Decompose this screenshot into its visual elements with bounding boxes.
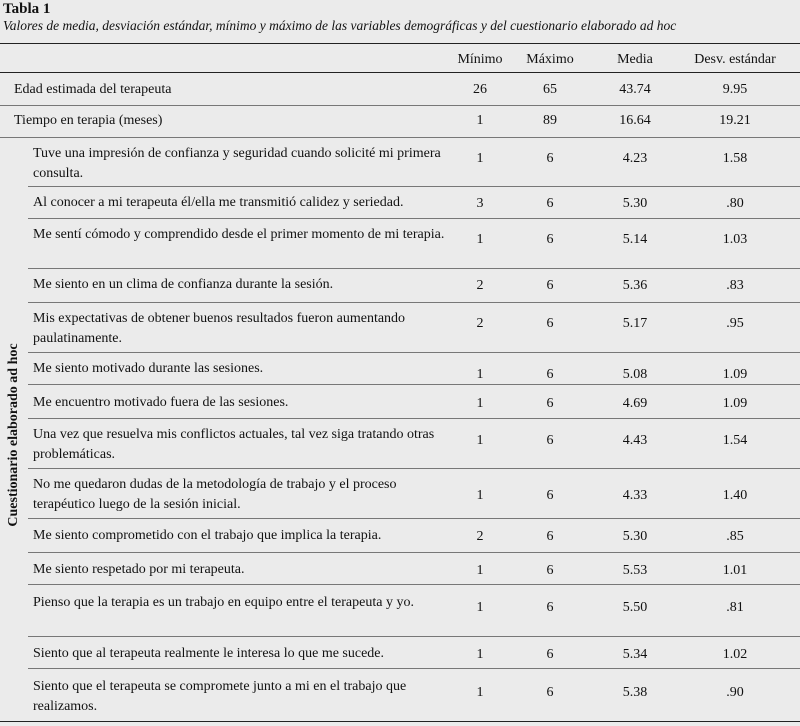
row-label: Al conocer a mi terapeuta él/ella me transmitió calidez y seriedad. — [33, 195, 404, 210]
row-sd-value: .81 — [726, 600, 744, 615]
row-mean-value: 5.14 — [622, 232, 648, 247]
row-sd-value: 1.09 — [722, 367, 748, 382]
row-sd-value: 1.03 — [722, 232, 748, 247]
row-max-value: 6 — [546, 316, 554, 331]
row-max-value: 6 — [546, 563, 554, 578]
row-sd-value: .85 — [726, 529, 744, 544]
row-label: Una vez que resuelva mis conflictos actuales, tal vez siga tratando otras problemáticas. — [33, 427, 435, 462]
row-divider — [28, 384, 800, 385]
row-min-value: 2 — [476, 278, 484, 293]
row-max-value: 6 — [546, 529, 554, 544]
row-min-value: 1 — [476, 232, 484, 247]
row-label: Siento que el terapeuta se compromete junto a mi en el trabajo que realizamos. — [33, 679, 407, 714]
row-divider — [28, 302, 800, 303]
row-mean-value: 5.50 — [622, 600, 648, 615]
row-label: Edad estimada del terapeuta — [14, 82, 172, 97]
row-sd-value: .95 — [726, 316, 744, 331]
row-max-value: 6 — [546, 433, 554, 448]
row-mean-value: 4.69 — [622, 396, 648, 411]
row-divider — [28, 218, 800, 219]
row-divider — [0, 137, 800, 138]
row-mean-value: 4.23 — [622, 151, 648, 166]
row-divider — [28, 186, 800, 187]
row-label: Me siento respetado por mi terapeuta. — [33, 562, 245, 577]
row-mean-value: 4.43 — [622, 433, 648, 448]
row-min-value: 3 — [476, 196, 484, 211]
row-min-value: 2 — [476, 316, 484, 331]
row-mean-value: 5.30 — [622, 196, 648, 211]
row-mean-value: 5.53 — [622, 563, 648, 578]
row-mean-value: 5.36 — [622, 278, 648, 293]
row-label: Me siento en un clima de confianza durante la sesión. — [33, 277, 334, 292]
row-divider — [28, 552, 800, 553]
row-divider — [28, 584, 800, 585]
row-mean-value: 5.17 — [622, 316, 648, 331]
row-min-value: 1 — [476, 647, 484, 662]
row-mean-value: 5.38 — [622, 685, 648, 700]
row-max-value: 6 — [546, 396, 554, 411]
row-mean-value: 16.64 — [619, 113, 651, 128]
row-sd-value: 19.21 — [719, 113, 751, 128]
row-min-value: 26 — [473, 82, 487, 97]
row-max-value: 6 — [546, 367, 554, 382]
row-min-value: 1 — [476, 685, 484, 700]
top-rule — [0, 43, 800, 44]
row-max-value: 6 — [546, 278, 554, 293]
row-label: Me siento motivado durante las sesiones. — [33, 361, 264, 376]
row-max-value: 6 — [546, 232, 554, 247]
row-min-value: 1 — [476, 367, 484, 382]
row-mean-value: 4.33 — [622, 488, 648, 503]
row-sd-value: 1.54 — [722, 433, 748, 448]
row-label: Siento que al terapeuta realmente le interesa lo que me sucede. — [33, 646, 385, 661]
row-mean-value: 5.34 — [622, 647, 648, 662]
row-label: Tiempo en terapia (meses) — [14, 113, 163, 128]
row-sd-value: 1.02 — [722, 647, 748, 662]
header-sd: Desv. estándar — [694, 52, 776, 67]
row-divider — [28, 268, 800, 269]
row-mean-value: 5.30 — [622, 529, 648, 544]
row-max-value: 6 — [546, 151, 554, 166]
header-min: Mínimo — [457, 52, 503, 67]
group-label: Cuestionario elaborado ad hoc — [6, 343, 21, 527]
row-sd-value: 9.95 — [722, 82, 748, 97]
row-min-value: 1 — [476, 563, 484, 578]
row-divider — [0, 105, 800, 106]
header-max: Máximo — [526, 52, 574, 67]
table-caption-subtitle: Valores de media, desviación estándar, mínimo y máximo de las variables demográficas y del cuestionario elaborado ad hoc — [3, 18, 677, 33]
row-divider — [28, 352, 800, 353]
row-divider — [28, 468, 800, 469]
row-min-value: 1 — [476, 113, 484, 128]
row-label: Pienso que la terapia es un trabajo en equipo entre el terapeuta y yo. — [33, 595, 414, 610]
row-label: Me siento comprometido con el trabajo que implica la terapia. — [33, 528, 382, 543]
row-label: No me quedaron dudas de la metodología de trabajo y el proceso terapéutico luego de la sesión inicial. — [33, 477, 397, 512]
row-sd-value: 1.09 — [722, 396, 748, 411]
row-mean-value: 43.74 — [619, 82, 651, 97]
table-caption-title: Tabla 1 — [3, 1, 51, 17]
row-sd-value: 1.01 — [722, 563, 748, 578]
row-mean-value: 5.08 — [622, 367, 648, 382]
row-max-value: 6 — [546, 600, 554, 615]
row-sd-value: .80 — [726, 196, 744, 211]
row-label: Mis expectativas de obtener buenos resultados fueron aumentando paulatinamente. — [33, 311, 406, 346]
header-mean: Media — [617, 52, 653, 67]
row-max-value: 89 — [543, 113, 557, 128]
row-max-value: 6 — [546, 647, 554, 662]
row-divider — [28, 518, 800, 519]
bottom-rule — [0, 721, 800, 722]
row-min-value: 1 — [476, 488, 484, 503]
row-sd-value: 1.40 — [722, 488, 748, 503]
row-sd-value: .90 — [726, 685, 744, 700]
row-divider — [28, 636, 800, 637]
row-sd-value: 1.58 — [722, 151, 748, 166]
row-max-value: 6 — [546, 196, 554, 211]
row-label: Me encuentro motivado fuera de las sesiones. — [33, 395, 289, 410]
row-label: Tuve una impresión de confianza y seguridad cuando solicité mi primera consulta. — [33, 146, 441, 181]
header-rule — [0, 72, 800, 73]
row-max-value: 6 — [546, 488, 554, 503]
row-min-value: 1 — [476, 396, 484, 411]
row-sd-value: .83 — [726, 278, 744, 293]
row-min-value: 1 — [476, 433, 484, 448]
row-label: Me sentí cómodo y comprendido desde el primer momento de mi terapia. — [33, 227, 445, 242]
row-max-value: 6 — [546, 685, 554, 700]
row-min-value: 1 — [476, 151, 484, 166]
row-max-value: 65 — [543, 82, 557, 97]
row-min-value: 1 — [476, 600, 484, 615]
row-divider — [28, 418, 800, 419]
row-min-value: 2 — [476, 529, 484, 544]
row-divider — [28, 668, 800, 669]
